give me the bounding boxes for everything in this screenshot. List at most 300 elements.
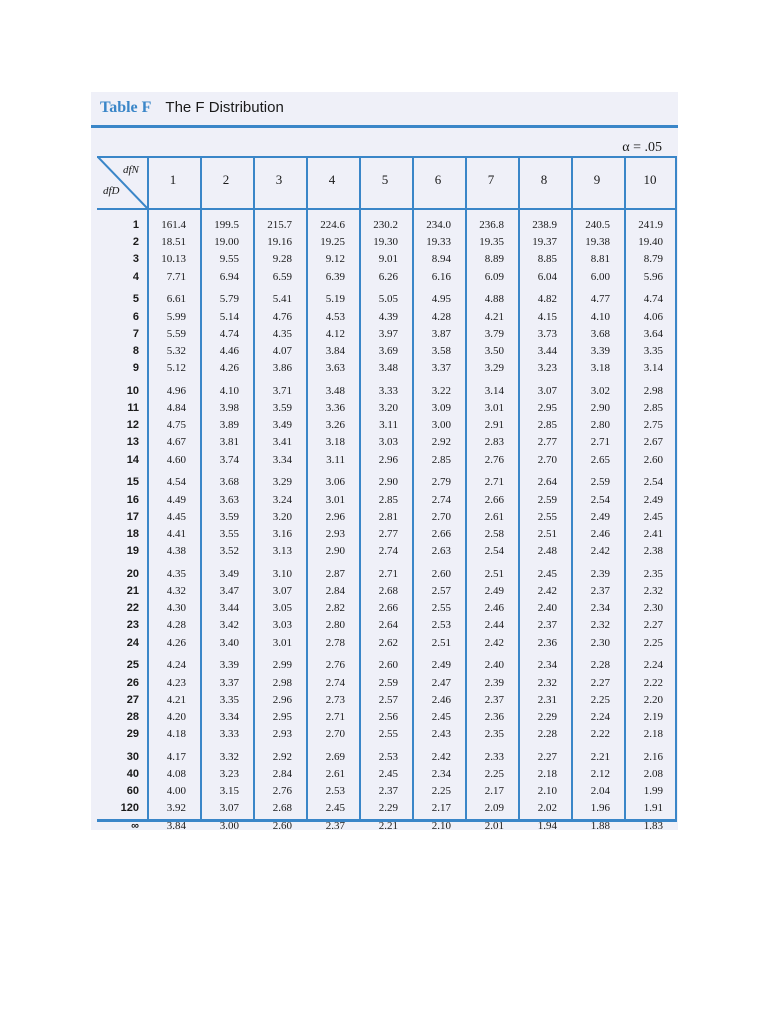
column-header: 5 [381,172,389,187]
table-cell: 2.93 [325,527,345,540]
table-cell: 3.20 [378,402,398,414]
table-cell: 4.53 [325,310,345,323]
table-cell: 2.76 [484,453,504,466]
table-cell: 4.76 [272,310,292,323]
table-cell: 241.9 [638,219,663,231]
table-cell: 2.96 [378,453,398,466]
table-cell: 2.25 [590,693,610,706]
table-cell: 4.26 [219,362,239,375]
table-cell: 3.40 [219,636,239,649]
table-cell: 2.90 [325,545,345,558]
table-cell: 3.05 [272,602,292,615]
table-cell: 2.75 [643,419,663,432]
table-cell: 2.74 [325,676,345,689]
table-cell: 3.35 [219,693,239,706]
table-cell: 4.12 [325,327,345,340]
table-cell: 10.13 [161,253,186,266]
table-cell: 2.16 [643,750,663,763]
table-cell: 5.19 [325,293,345,306]
table-cell: 2.04 [590,785,610,798]
table-cell: 2.21 [378,819,398,832]
table-cell: 2.68 [272,802,292,815]
table-cell: 2.49 [590,510,610,523]
column-header: 8 [540,172,548,187]
table-cell: 2.65 [590,453,610,466]
table-cell: 4.46 [219,344,239,357]
row-header: 2 [132,236,139,249]
table-cell: 4.77 [590,293,610,306]
column-header: 1 [169,172,177,187]
table-cell: 3.84 [166,819,186,832]
table-cell: 1.83 [643,819,663,832]
table-cell: 9.01 [378,253,398,266]
top-rule [97,156,677,158]
table-cell: 3.02 [590,384,610,397]
table-cell: 2.85 [643,402,663,414]
table-cell: 2.27 [643,619,663,632]
table-cell: 3.49 [272,419,292,432]
table-cell: 215.7 [267,219,292,231]
table-cell: 18.51 [161,236,186,249]
table-cell: 3.74 [219,453,239,466]
table-cell: 2.87 [325,567,345,580]
table-cell: 2.37 [537,619,557,632]
row-header: 15 [126,476,139,489]
table-cell: 2.61 [484,510,504,523]
table-cell: 2.81 [378,510,398,523]
row-header: 23 [126,619,139,632]
column-header: 6 [434,172,442,187]
table-cell: 3.81 [219,436,239,449]
row-header: 30 [126,750,139,763]
table-cell: 3.37 [219,676,239,689]
table-cell: 4.30 [166,602,186,615]
table-cell: 240.5 [585,219,610,231]
table-cell: 2.64 [537,476,557,489]
table-cell: 2.33 [484,750,504,763]
table-cell: 2.49 [484,585,504,597]
table-cell: 2.17 [431,802,451,815]
table-cell: 4.18 [166,728,186,741]
table-cell: 6.39 [325,270,345,283]
table-cell: 4.06 [643,310,663,323]
table-cell: 2.42 [590,545,610,558]
table-cell: 2.25 [431,785,451,798]
table-cell: 3.03 [378,436,398,449]
table-cell: 6.16 [431,270,451,283]
row-header: 24 [126,636,139,649]
row-header: 18 [126,527,139,540]
table-cell: 2.53 [378,750,398,763]
table-cell: 2.62 [378,636,398,649]
corner-denominator-label: dfD [103,185,120,197]
column-header: 7 [487,172,495,187]
table-cell: 2.40 [484,659,504,672]
table-cell: 2.43 [431,728,451,741]
table-cell: 3.87 [431,327,451,340]
table-cell: 8.81 [590,253,610,266]
row-header: 11 [127,402,139,414]
table-cell: 4.10 [590,310,610,323]
table-cell: 3.49 [219,567,239,580]
table-cell: 238.9 [532,219,557,231]
table-cell: 3.16 [272,527,292,540]
table-cell: 4.32 [166,585,186,597]
table-cell: 3.50 [484,344,504,357]
row-header: 16 [126,493,139,506]
table-cell: 4.67 [166,436,186,449]
table-cell: 3.03 [272,619,292,632]
table-cell: 2.37 [590,585,610,597]
table-cell: 2.71 [325,710,345,723]
table-cell: 3.68 [590,327,610,340]
row-header: 26 [126,676,139,689]
table-cell: 3.22 [431,384,451,397]
table-cell: 2.60 [431,567,451,580]
row-header: 29 [126,728,139,741]
table-cell: 4.38 [166,545,186,558]
table-cell: 9.55 [219,253,239,266]
table-cell: 3.59 [272,402,292,414]
table-cell: 1.94 [537,819,557,832]
table-cell: 2.49 [643,493,663,506]
column-rule [675,156,677,822]
table-cell: 2.34 [431,768,451,780]
table-cell: 2.41 [643,527,663,540]
table-cell: 3.44 [537,344,557,357]
table-cell: 2.95 [272,710,292,723]
table-cell: 4.21 [166,693,186,706]
table-cell: 4.82 [537,293,557,306]
table-cell: 2.39 [484,676,504,689]
table-cell: 2.45 [537,567,557,580]
table-cell: 3.79 [484,327,504,340]
table-cell: 3.39 [590,344,610,357]
table-cell: 2.76 [272,785,292,798]
table-cell: 19.38 [585,236,610,249]
table-cell: 2.42 [537,585,557,597]
table-cell: 2.53 [431,619,451,632]
table-cell: 3.52 [219,545,239,558]
table-cell: 2.60 [643,453,663,466]
table-cell: 2.22 [590,728,610,741]
table-cell: 4.23 [166,676,186,689]
table-cell: 2.58 [484,527,504,540]
table-cell: 2.59 [537,493,557,506]
table-cell: 3.92 [166,802,186,815]
table-cell: 5.12 [166,362,186,375]
table-cell: 9.28 [272,253,292,266]
table-cell: 1.88 [590,819,610,832]
table-cell: 2.35 [643,567,663,580]
table-cell: 2.93 [272,728,292,741]
table-cell: 2.24 [590,710,610,723]
table-cell: 3.44 [219,602,239,615]
row-header: 3 [132,253,139,266]
table-cell: 2.48 [537,545,557,558]
row-header: 7 [132,327,139,340]
table-cell: 3.58 [431,344,451,357]
table-title: The F Distribution [165,99,284,116]
table-cell: 2.55 [537,510,557,523]
table-cell: 19.16 [267,236,292,249]
table-cell: 3.06 [325,476,345,489]
table-cell: 4.10 [219,384,239,397]
table-cell: 2.64 [378,619,398,632]
table-cell: 2.54 [484,545,504,558]
table-cell: 3.34 [272,453,292,466]
table-cell: 2.63 [431,545,451,558]
table-cell: 3.26 [325,419,345,432]
table-cell: 2.09 [484,802,504,815]
table-cell: 2.55 [378,728,398,741]
table-cell: 2.66 [431,527,451,540]
table-cell: 3.89 [219,419,239,432]
table-cell: 2.29 [378,802,398,815]
table-cell: 2.19 [643,710,663,723]
table-cell: 6.59 [272,270,292,283]
table-cell: 2.46 [484,602,504,615]
table-cell: 4.21 [484,310,504,323]
table-cell: 2.60 [272,819,292,832]
table-cell: 19.40 [638,236,663,249]
table-cell: 6.61 [166,293,186,306]
table-cell: 4.15 [537,310,557,323]
table-cell: 2.68 [378,585,398,597]
table-cell: 2.82 [325,602,345,615]
table-cell: 4.35 [272,327,292,340]
table-cell: 2.66 [484,493,504,506]
table-cell: 6.09 [484,270,504,283]
table-cell: 4.60 [166,453,186,466]
table-cell: 5.96 [643,270,663,283]
table-cell: 2.34 [537,659,557,672]
table-cell: 2.74 [378,545,398,558]
table-cell: 3.15 [219,785,239,798]
row-header: 40 [126,768,139,780]
table-cell: 5.79 [219,293,239,306]
table-cell: 2.92 [272,750,292,763]
table-cell: 2.53 [325,785,345,798]
table-cell: 4.35 [166,567,186,580]
table-cell: 3.69 [378,344,398,357]
table-cell: 4.08 [166,768,186,780]
table-cell: 3.14 [484,384,504,397]
table-cell: 2.54 [643,476,663,489]
table-cell: 4.26 [166,636,186,649]
table-cell: 2.30 [590,636,610,649]
table-cell: 2.22 [643,676,663,689]
table-cell: 2.74 [431,493,451,506]
table-cell: 8.94 [431,253,451,266]
table-cell: 3.33 [378,384,398,397]
table-cell: 3.07 [272,585,292,597]
table-cell: 4.75 [166,419,186,432]
table-cell: 3.13 [272,545,292,558]
table-cell: 2.29 [537,710,557,723]
column-header: 3 [275,172,283,187]
table-cell: 3.00 [431,419,451,432]
table-cell: 3.34 [219,710,239,723]
table-cell: 3.10 [272,567,292,580]
table-cell: 19.00 [214,236,239,249]
table-cell: 2.99 [272,659,292,672]
table-cell: 5.14 [219,310,239,323]
table-cell: 2.27 [590,676,610,689]
row-header: 13 [126,436,139,449]
table-cell: 2.10 [431,819,451,832]
row-header: 20 [126,567,139,580]
row-header: 28 [126,710,139,723]
table-cell: 3.64 [643,327,663,340]
table-cell: 1.99 [643,785,663,798]
table-cell: 2.61 [325,768,345,780]
table-cell: 3.32 [219,750,239,763]
table-cell: 3.14 [643,362,663,375]
column-header: 10 [643,172,657,187]
table-cell: 3.98 [219,402,239,414]
table-cell: 2.91 [484,419,504,432]
table-cell: 3.33 [219,728,239,741]
table-cell: 2.77 [378,527,398,540]
table-cell: 8.89 [484,253,504,266]
table-cell: 3.84 [325,344,345,357]
table-cell: 3.01 [484,402,504,414]
table-cell: 2.79 [431,476,451,489]
table-cell: 2.69 [325,750,345,763]
table-cell: 1.96 [590,802,610,815]
table-cell: 4.07 [272,344,292,357]
table-cell: 2.70 [325,728,345,741]
table-cell: 3.01 [325,493,345,506]
table-cell: 4.00 [166,785,186,798]
table-cell: 2.70 [431,510,451,523]
table-cell: 4.41 [166,527,186,540]
page-title [100,99,284,117]
table-cell: 4.96 [166,384,186,397]
row-header: 12 [126,419,139,432]
table-cell: 2.80 [590,419,610,432]
table-cell: 2.80 [325,619,345,632]
table-cell: 5.05 [378,293,398,306]
table-cell: 2.90 [590,402,610,414]
table-cell: 4.54 [166,476,186,489]
table-cell: 2.77 [537,436,557,449]
table-cell: 234.0 [426,219,451,231]
table-cell: 2.45 [431,710,451,723]
table-cell: 2.38 [643,545,663,558]
table-cell: 2.20 [643,693,663,706]
table-cell: 2.84 [325,585,345,597]
row-header: 10 [126,384,139,397]
table-cell: 3.55 [219,527,239,540]
corner-diagonal [97,156,147,208]
table-cell: 2.18 [643,728,663,741]
table-cell: 4.74 [643,293,663,306]
table-cell: 8.79 [643,253,663,266]
table-cell: 2.24 [643,659,663,672]
table-cell: 4.39 [378,310,398,323]
row-header: 5 [132,293,139,306]
row-header: 19 [126,545,139,558]
table-cell: 3.01 [272,636,292,649]
table-cell: 2.78 [325,636,345,649]
table-cell: 2.08 [643,768,663,780]
table-cell: 19.35 [479,236,504,249]
table-cell: 3.23 [537,362,557,375]
table-cell: 3.71 [272,384,292,397]
table-cell: 2.71 [484,476,504,489]
table-cell: 2.85 [378,493,398,506]
table-cell: 2.37 [325,819,345,832]
table-cell: 2.51 [484,567,504,580]
row-header: 25 [126,659,139,672]
row-header: ∞ [131,819,139,832]
table-cell: 2.42 [431,750,451,763]
table-cell: 2.67 [643,436,663,449]
table-cell: 2.60 [378,659,398,672]
table-cell: 6.04 [537,270,557,283]
table-cell: 6.26 [378,270,398,283]
table-cell: 2.84 [272,768,292,780]
row-header: 9 [132,362,139,375]
table-cell: 2.71 [590,436,610,449]
table-cell: 3.97 [378,327,398,340]
table-cell: 2.46 [590,527,610,540]
table-cell: 3.68 [219,476,239,489]
table-cell: 3.36 [325,402,345,414]
title-rule [91,125,678,128]
table-cell: 199.5 [214,219,239,231]
table-cell: 2.59 [378,676,398,689]
table-cell: 19.33 [426,236,451,249]
table-cell: 3.42 [219,619,239,632]
table-cell: 3.09 [431,402,451,414]
table-cell: 3.47 [219,585,239,597]
f-distribution-table [97,156,677,832]
table-cell: 2.01 [484,819,504,832]
table-cell: 5.41 [272,293,292,306]
table-cell: 3.48 [325,384,345,397]
table-cell: 6.00 [590,270,610,283]
table-cell: 4.84 [166,402,186,414]
table-cell: 2.10 [537,785,557,798]
table-cell: 6.94 [219,270,239,283]
header-rule [97,208,677,210]
row-header: 14 [126,453,139,466]
table-cell: 9.12 [325,253,345,266]
table-cell: 4.95 [431,293,451,306]
table-cell: 2.18 [537,768,557,780]
table-cell: 2.85 [431,453,451,466]
table-cell: 2.92 [431,436,451,449]
table-cell: 3.00 [219,819,239,832]
row-header: 4 [132,270,139,283]
table-cell: 2.85 [537,419,557,432]
table-cell: 2.56 [378,710,398,723]
table-cell: 3.07 [219,802,239,815]
table-cell: 3.63 [219,493,239,506]
table-cell: 2.45 [643,510,663,523]
table-cell: 4.74 [219,327,239,340]
table-cell: 2.96 [325,510,345,523]
table-cell: 2.21 [590,750,610,763]
table-cell: 2.95 [537,402,557,414]
table-cell: 3.07 [537,384,557,397]
table-cell: 2.54 [590,493,610,506]
table-cell: 2.40 [537,602,557,615]
table-page [91,92,678,830]
